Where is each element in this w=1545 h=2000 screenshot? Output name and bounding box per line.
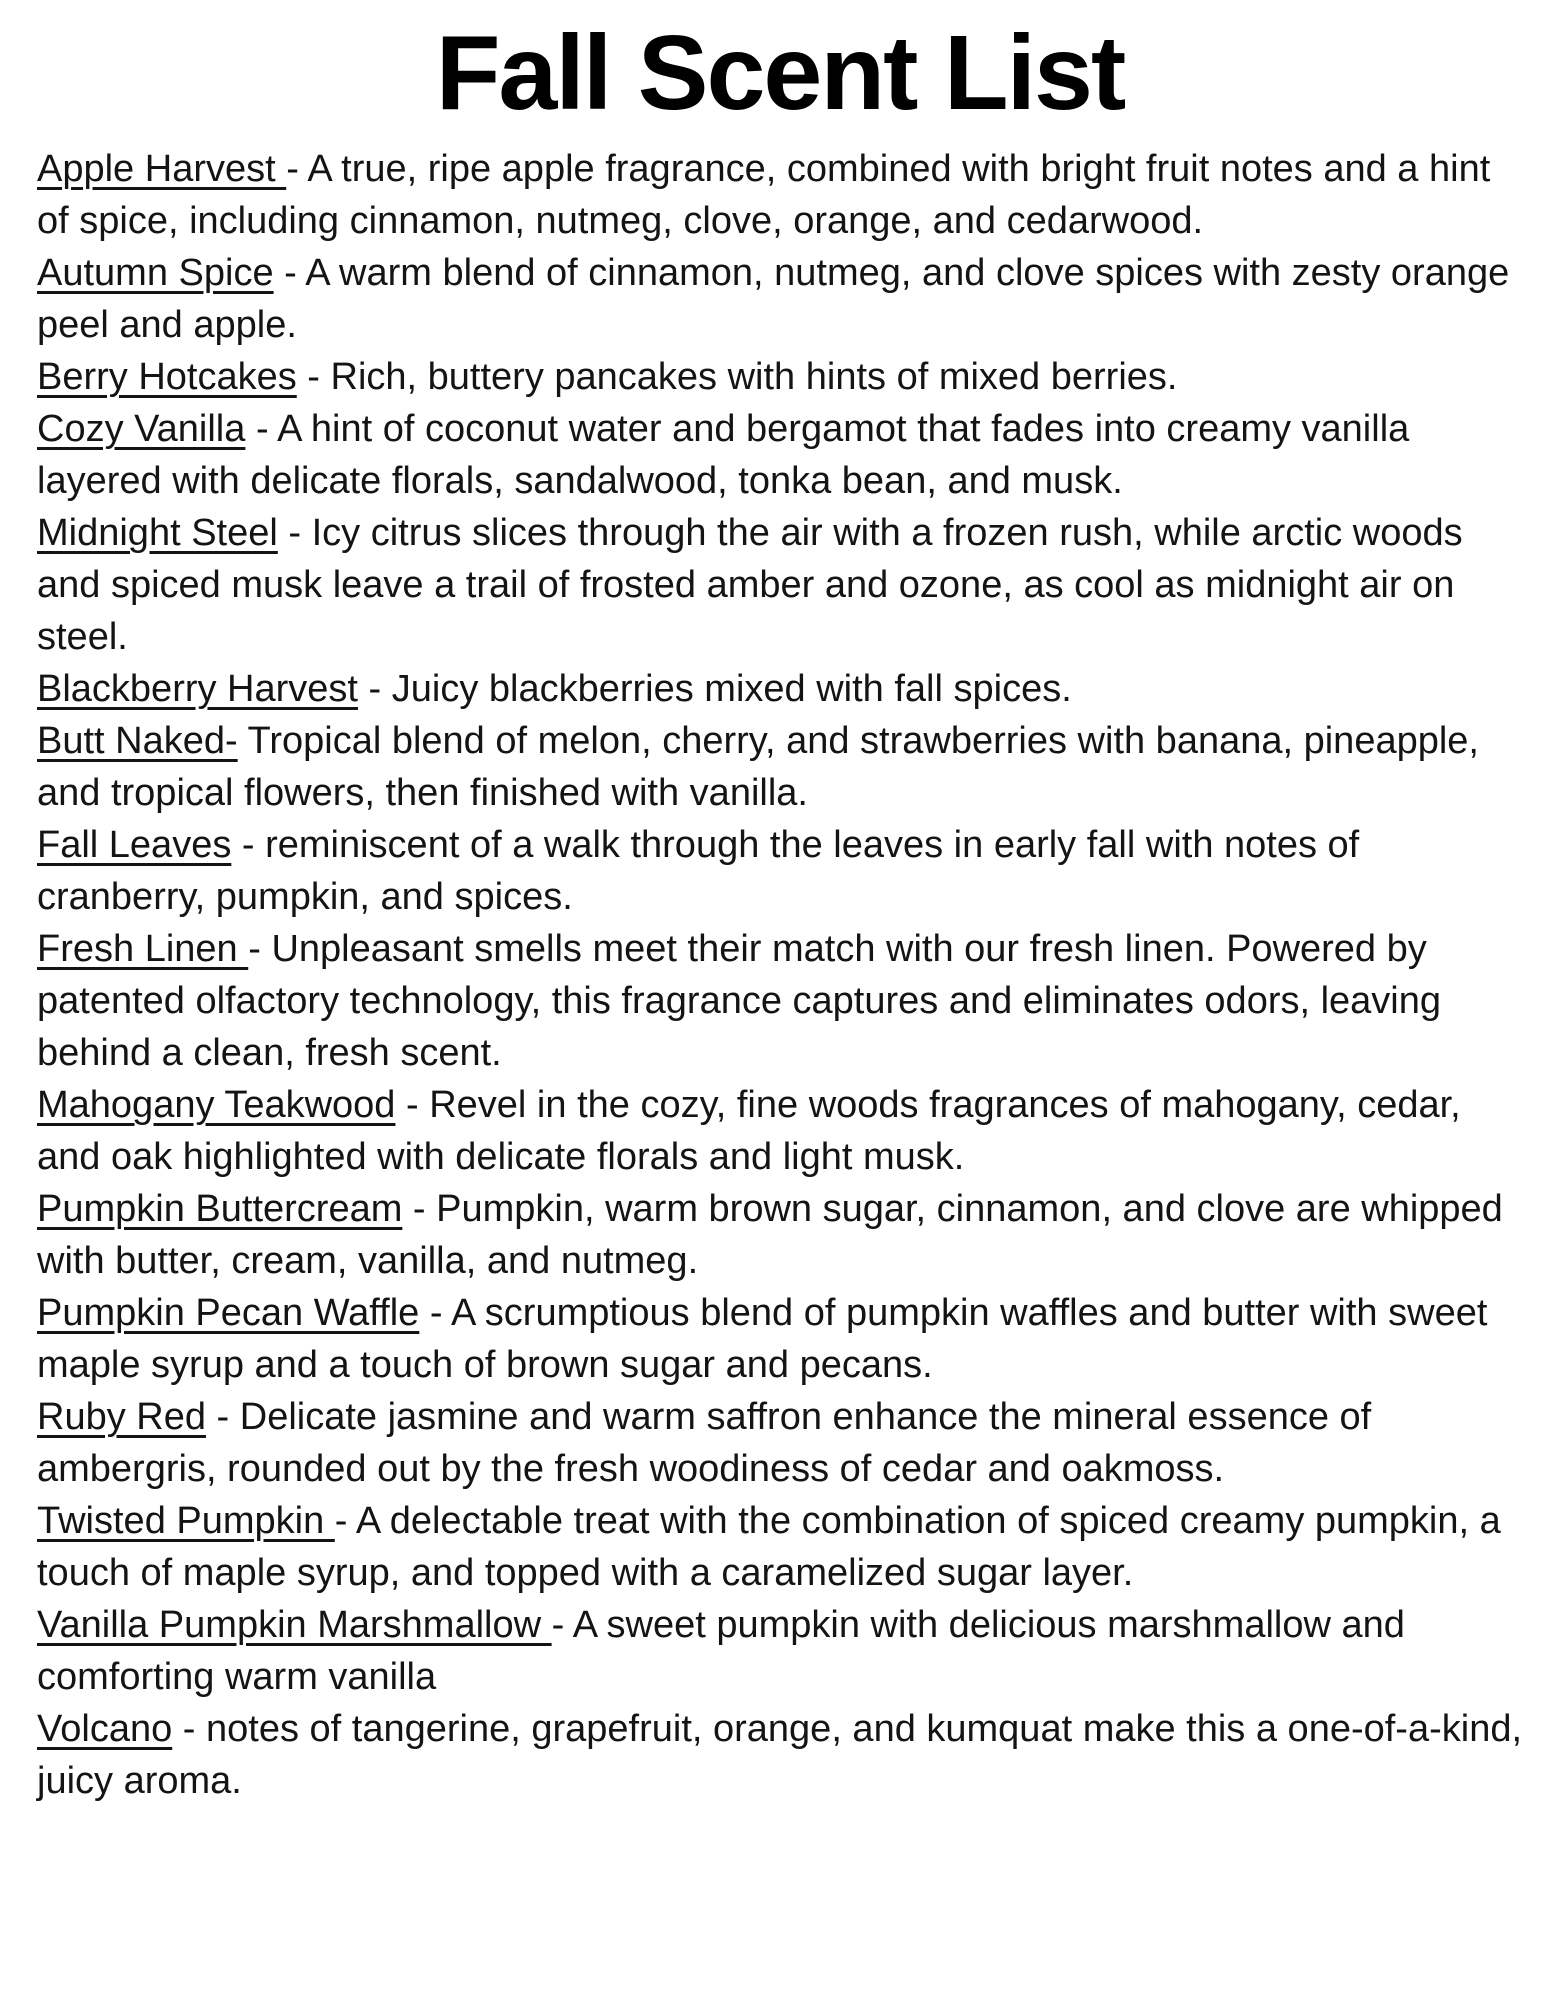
- scent-description: - A warm blend of cinnamon, nutmeg, and clove spices with zesty orange peel and apple.: [37, 252, 1510, 347]
- scent-description: - Pumpkin, warm brown sugar, cinnamon, and clove are whipped with butter, cream, vanilla, and nutmeg.: [37, 1188, 1503, 1283]
- scent-entry: [37, 1703, 1523, 1807]
- scent-entry: [37, 247, 1523, 351]
- scent-description: - Unpleasant smells meet their match with our fresh linen. Powered by patented olfactory technology, this fragrance captures and eliminates odors, leaving behind a clean, fresh scent.: [37, 928, 1442, 1075]
- scent-entry: [37, 1287, 1523, 1391]
- scent-description: - Revel in the cozy, fine woods fragrances of mahogany, cedar, and oak highlighted with delicate florals and light musk.: [37, 1084, 1461, 1179]
- scent-name: Cozy Vanilla: [37, 408, 246, 451]
- page-title: Fall Scent List: [435, 14, 1125, 132]
- scent-entry: [37, 143, 1523, 247]
- scent-description: - A sweet pumpkin with delicious marshmallow and comforting warm vanilla: [37, 1604, 1405, 1699]
- scent-name: Berry Hotcakes: [37, 356, 297, 399]
- scent-name: Ruby Red: [37, 1396, 206, 1439]
- scent-name: Pumpkin Buttercream: [37, 1188, 403, 1231]
- scent-name: Mahogany Teakwood: [37, 1084, 396, 1127]
- scent-entry: [37, 715, 1523, 819]
- scent-description: - reminiscent of a walk through the leaves in early fall with notes of cranberry, pumpkin, and spices.: [37, 824, 1360, 919]
- scent-name: Butt Naked-: [37, 720, 238, 763]
- scent-description: - Rich, buttery pancakes with hints of mixed berries.: [296, 356, 1178, 399]
- scent-entry: [37, 663, 1523, 715]
- scent-entry: [37, 351, 1523, 403]
- scent-description: - Delicate jasmine and warm saffron enhance the mineral essence of ambergris, rounded out by the fresh woodiness of cedar and oakmoss.: [37, 1396, 1372, 1491]
- scent-description: - notes of tangerine, grapefruit, orange, and kumquat make this a one-of-a-kind, juicy aroma.: [37, 1708, 1523, 1803]
- scent-description: - Juicy blackberries mixed with fall spices.: [357, 668, 1072, 711]
- scent-entry: [37, 1599, 1523, 1703]
- scent-description: - Icy citrus slices through the air with a frozen rush, while arctic woods and spiced musk leave a trail of frosted amber and ozone, as cool as midnight air on steel.: [37, 512, 1463, 659]
- scent-description: - A delectable treat with the combination of spiced creamy pumpkin, a touch of maple syrup, and topped with a caramelized sugar layer.: [37, 1500, 1501, 1595]
- scent-name: Vanilla Pumpkin Marshmallow: [37, 1604, 552, 1647]
- scent-entry: [37, 1079, 1523, 1183]
- scent-name: Twisted Pumpkin: [37, 1500, 335, 1543]
- scent-name: Fall Leaves: [37, 824, 232, 867]
- scent-name: Autumn Spice: [37, 252, 274, 295]
- scent-list: [37, 143, 1523, 1807]
- scent-entry: [37, 923, 1523, 1079]
- scent-description: - A hint of coconut water and bergamot that fades into creamy vanilla layered with delicate florals, sandalwood, tonka bean, and musk.: [37, 408, 1410, 503]
- scent-name: Blackberry Harvest: [37, 668, 358, 711]
- scent-name: Pumpkin Pecan Waffle: [37, 1292, 420, 1335]
- scent-entry: [37, 507, 1523, 663]
- scent-name: Apple Harvest: [37, 148, 287, 191]
- scent-name: Fresh Linen: [37, 928, 249, 971]
- scent-name: Midnight Steel: [37, 512, 278, 555]
- scent-description: - A true, ripe apple fragrance, combined with bright fruit notes and a hint of spice, including cinnamon, nutmeg, clove, orange, and cedarwood.: [37, 148, 1491, 243]
- scent-description: - A scrumptious blend of pumpkin waffles and butter with sweet maple syrup and a touch of brown sugar and pecans.: [37, 1292, 1488, 1387]
- scent-entry: [37, 1391, 1523, 1495]
- scent-description: Tropical blend of melon, cherry, and strawberries with banana, pineapple, and tropical flowers, then finished with vanilla.: [37, 720, 1479, 815]
- scent-name: Volcano: [37, 1708, 173, 1751]
- scent-entry: [37, 403, 1523, 507]
- scent-entry: [37, 1495, 1523, 1599]
- scent-entry: [37, 819, 1523, 923]
- scent-entry: [37, 1183, 1523, 1287]
